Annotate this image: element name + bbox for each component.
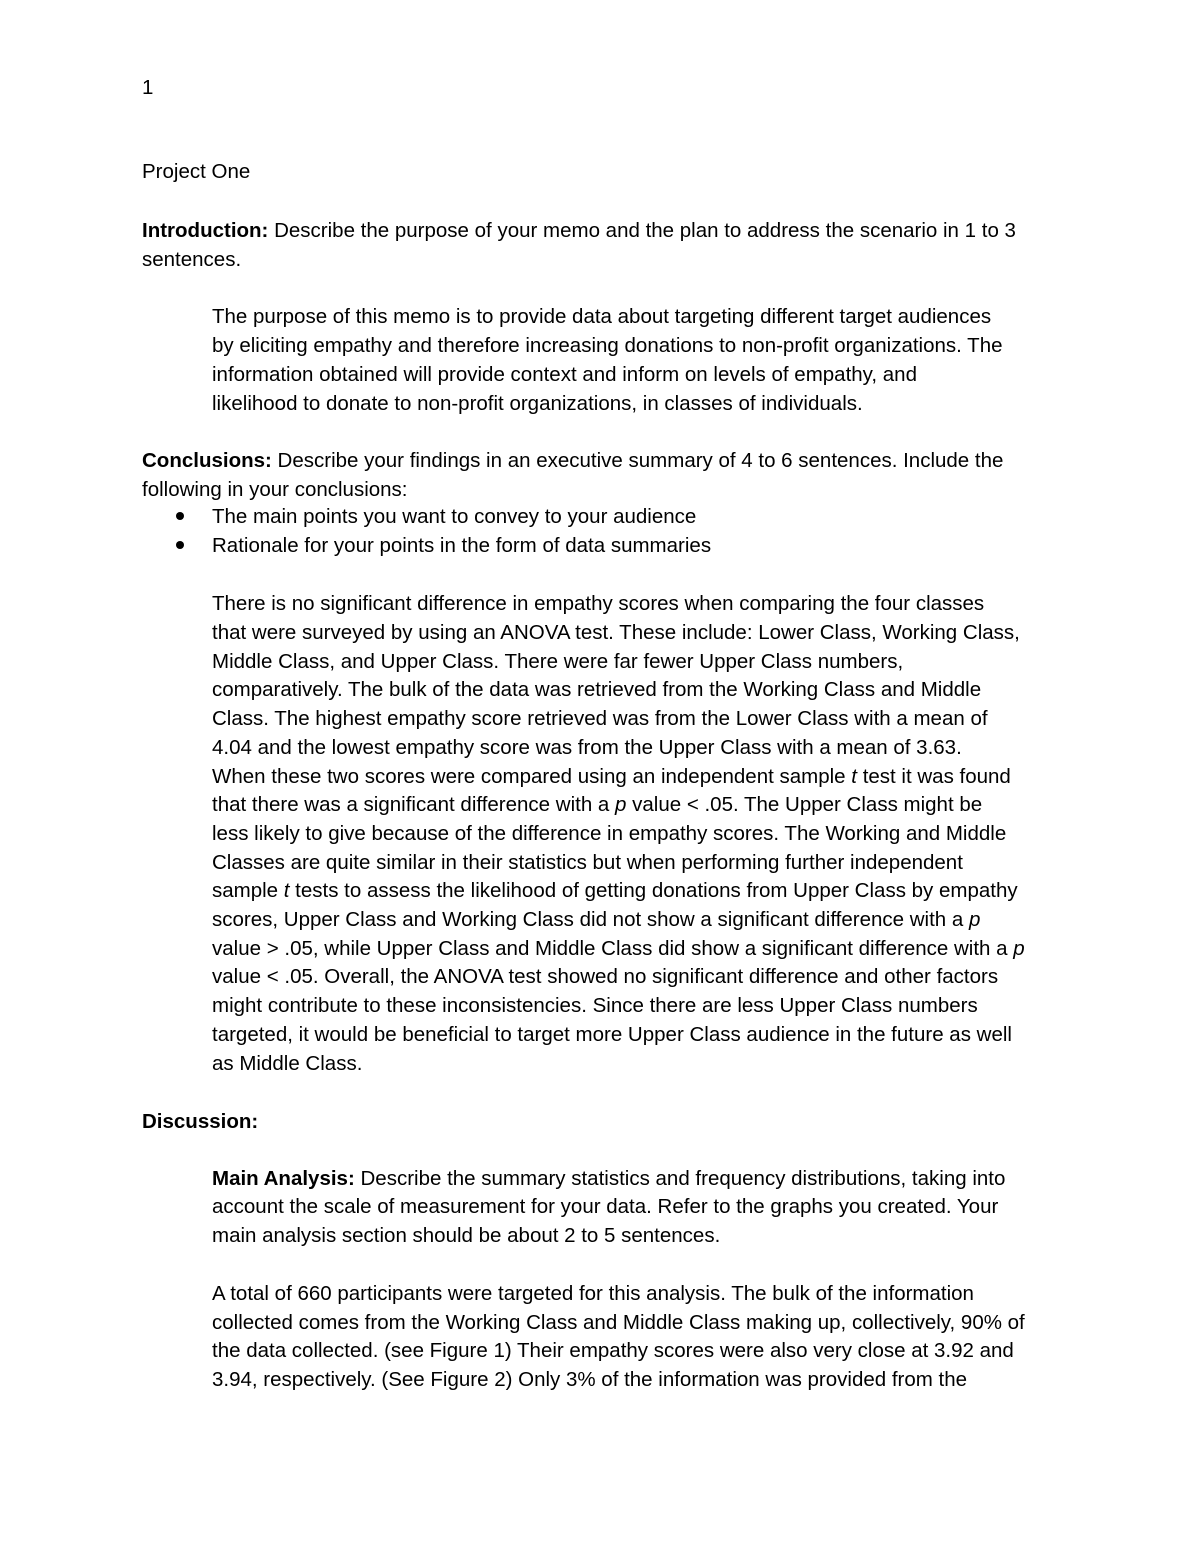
discussion-body-line: A total of 660 participants were targeted for this analysis. The bulk of the information: [212, 1282, 974, 1305]
conclusions-body-line: When these two scores were compared using an independent sample t test it was found: [212, 765, 1011, 788]
conclusions-body-line: comparatively. The bulk of the data was retrieved from the Working Class and Middle: [212, 678, 982, 701]
discussion-body-line: 3.94, respectively. (See Figure 2) Only 3% of the information was provided from the: [212, 1368, 968, 1391]
conclusions-bullet-item: The main points you want to convey to your audience: [212, 505, 697, 528]
conclusions-body-line: value > .05, while Upper Class and Middle Class did show a significant difference with a p: [212, 937, 1025, 960]
conclusions-body-line: Classes are quite similar in their statistics but when performing further independent: [212, 851, 963, 874]
introduction-prompt-line-2: sentences.: [142, 248, 242, 271]
conclusions-prompt-line-2: following in your conclusions:: [142, 478, 408, 501]
conclusions-body-line: value < .05. Overall, the ANOVA test showed no significant difference and other factors: [212, 965, 999, 988]
conclusions-body-line: sample t tests to assess the likelihood of getting donations from Upper Class by empathy: [212, 879, 1018, 902]
introduction-body-line: by eliciting empathy and therefore increasing donations to non-profit organizations. The: [212, 334, 1003, 357]
conclusions-body-line: 4.04 and the lowest empathy score was from the Upper Class with a mean of 3.63.: [212, 736, 962, 759]
conclusions-label: Conclusions:: [142, 449, 272, 472]
main-analysis-prompt-line-3: main analysis section should be about 2 to 5 sentences.: [212, 1224, 721, 1247]
conclusions-body-line: less likely to give because of the difference in empathy scores. The Working and Middle: [212, 822, 1007, 845]
conclusions-body-line: as Middle Class.: [212, 1052, 363, 1075]
introduction-prompt-line-1: Introduction: Describe the purpose of your memo and the plan to address the scenario in 1 to 3: [142, 219, 1016, 242]
conclusions-bullet-item: Rationale for your points in the form of data summaries: [212, 534, 712, 557]
introduction-body-line: likelihood to donate to non-profit organizations, in classes of individuals.: [212, 392, 863, 415]
page-number: 1: [142, 76, 154, 99]
conclusions-body-line: Class. The highest empathy score retrieved was from the Lower Class with a mean of: [212, 707, 988, 730]
conclusions-body-line: Middle Class, and Upper Class. There were far fewer Upper Class numbers,: [212, 650, 904, 673]
main-analysis-label: Main Analysis:: [212, 1167, 355, 1190]
conclusions-body-line: might contribute to these inconsistencies. Since there are less Upper Class numbers: [212, 994, 978, 1017]
introduction-body-line: information obtained will provide context and inform on levels of empathy, and: [212, 363, 917, 386]
discussion-heading: Discussion:: [142, 1110, 259, 1133]
conclusions-body-line: scores, Upper Class and Working Class did not show a significant difference with a p: [212, 908, 981, 931]
conclusions-prompt-line-1: Conclusions: Describe your findings in an executive summary of 4 to 6 sentences. Include the: [142, 449, 1004, 472]
bullet-icon: [176, 541, 184, 549]
introduction-body-line: The purpose of this memo is to provide data about targeting different target audiences: [212, 305, 992, 328]
conclusions-body-line: There is no significant difference in empathy scores when comparing the four classes: [212, 592, 985, 615]
discussion-body-line: collected comes from the Working Class and Middle Class making up, collectively, 90% of: [212, 1311, 1025, 1334]
document-title: Project One: [142, 160, 251, 183]
main-analysis-prompt-line-2: account the scale of measurement for your data. Refer to the graphs you created. Your: [212, 1195, 999, 1218]
conclusions-body-line: targeted, it would be beneficial to target more Upper Class audience in the future as well: [212, 1023, 1012, 1046]
introduction-label: Introduction:: [142, 219, 269, 242]
discussion-body-line: the data collected. (see Figure 1) Their empathy scores were also very close at 3.92 and: [212, 1339, 1014, 1362]
bullet-icon: [176, 512, 184, 520]
main-analysis-prompt-line-1: Main Analysis: Describe the summary statistics and frequency distributions, taking into: [212, 1167, 1006, 1190]
conclusions-body-line: that were surveyed by using an ANOVA test. These include: Lower Class, Working Class,: [212, 621, 1020, 644]
conclusions-body-line: that there was a significant difference with a p value < .05. The Upper Class might be: [212, 793, 983, 816]
